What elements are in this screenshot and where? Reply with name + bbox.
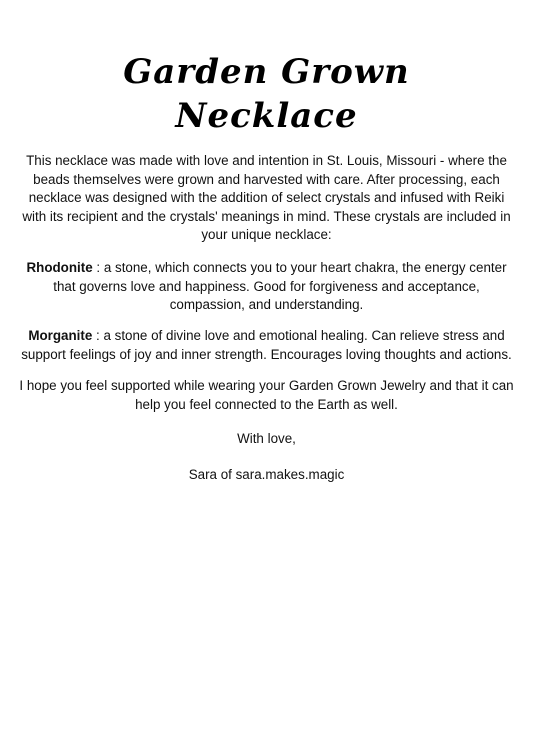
signoff: With love, [237,431,296,446]
crystal-name: Morganite [28,328,93,343]
crystal-description: : a stone of divine love and emotional healing. Can relieve stress and support feelings of joy and inner strength. Encourages loving thoughts and actions. [21,328,512,362]
crystal-name: Rhodonite [26,260,93,275]
crystal-paragraph-rhodonite [16,259,517,315]
intro-paragraph: This necklace was made with love and intention in St. Louis, Missouri - where the beads themselves were grown and harvested with care. After processing, each necklace was designed with the addition of select crystals and infused with Reiki with its recipient and the crystals' meanings in mind. These crystals are included in your unique necklace: [22,153,511,243]
title-line-1: Garden Grown [123,52,410,92]
crystal-paragraph-morganite [16,327,517,364]
signature: Sara of sara.makes.magic [188,467,345,482]
closing-paragraph: I hope you feel supported while wearing your Garden Grown Jewelry and that it can help you feel connected to the Earth as well. [19,378,514,412]
title-line-2: Necklace [175,96,358,136]
crystal-description: : a stone, which connects you to your heart chakra, the energy center that governs love and happiness. Good for forgiveness and acceptance, compassion, and understanding. [53,260,507,313]
